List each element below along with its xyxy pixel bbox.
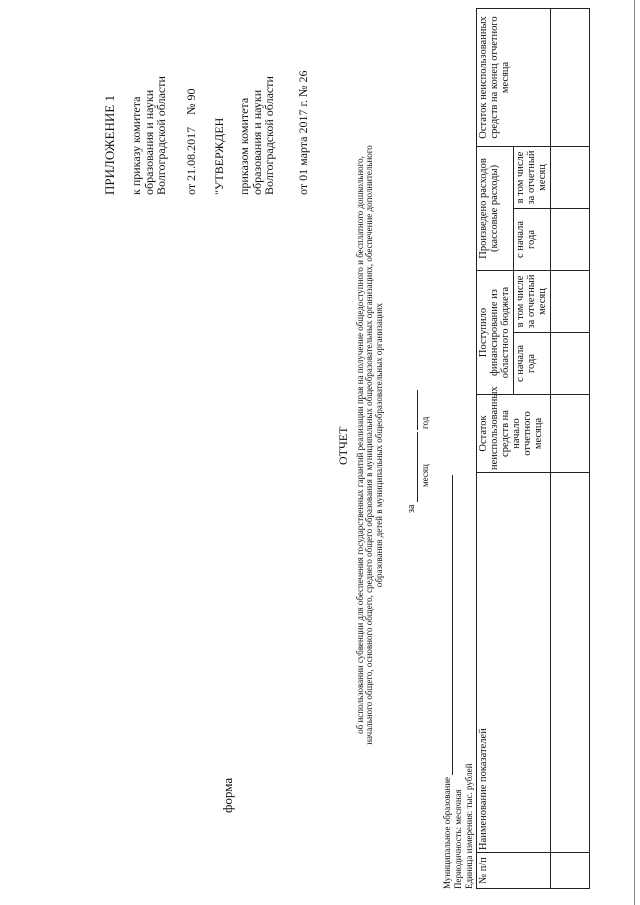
header-cell-num: № п/п [477,853,551,889]
to-order-line1: к приказу комитета [129,96,143,195]
approved-line1: приказом комитета [237,97,251,195]
subtitle-line1: об использовании субвенции для обеспечения государственных гарантий реализации прав на получение общедоступного и бесплатного дошкольного, [355,156,365,734]
period-line [406,390,418,513]
header-cell-spent: Произведено расходов (кассовые расходы) [477,146,514,270]
approved-date: от 01 марта 2017 г. № 26 [296,70,310,195]
approved-line3: Волгоградской области [262,76,277,195]
header-cell-balance-end: Остаток неиспользованных средств на конец отчетного месяца [477,8,551,146]
appendix-title: ПРИЛОЖЕНИЕ 1 [102,95,117,195]
order-date: от 21.08.2017 [184,126,198,195]
report-title: ОТЧЕТ [336,426,350,465]
to-order-line3: Волгоградской области [154,76,169,195]
subheader-spent-month: в том числе за отчетный месяц [514,146,551,208]
table-cell [551,333,590,395]
header-cell-received: Поступило финансирование из областного бюджета [477,270,514,394]
report-table [476,8,590,889]
approved-title: "УТВЕРЖДЕН [212,117,226,195]
period-month-caption: месяц [420,464,430,487]
header-cell-name: Наименование показателей [477,473,551,853]
form-label: форма [220,777,235,813]
municipality-label: Муниципальное образование [442,776,452,889]
approved-block [238,5,276,195]
table-cell [551,270,590,332]
subheader-spent-year: с начала года [514,208,551,270]
unit-line [464,764,474,889]
approved-line2: образования и науки [249,89,264,195]
table-cell [551,8,590,146]
table-row [551,8,590,888]
report-subtitle [356,0,384,895]
order-number: № 90 [184,88,198,115]
table-cell [551,853,590,889]
period-for: за [406,504,417,513]
table-cell [551,146,590,208]
unit-label: Единица измерения: тыс. рублей [464,763,474,889]
municipality-line [442,475,453,889]
order-date-line [184,88,199,195]
periodicity-line [453,789,463,889]
page-edge-line [634,0,635,905]
subheader-received-year: с начала года [514,333,551,395]
period-year-caption: год [420,416,430,429]
subtitle-line3: образования детей в муниципальных общеобразовательных организациях [373,302,384,588]
table-cell [551,473,590,853]
subheader-received-month: в том числе за отчетный месяц [514,270,551,332]
subtitle-line2: начального общего, основного общего, среднего общего образования в муниципальных общеобразовательных организациях, обеспечение дополнительного [364,145,375,745]
to-order-block [130,5,168,195]
table-cell [551,208,590,270]
header-cell-balance-start: Остаток неиспользованных средств на начало отчетного месяца [477,395,551,473]
periodicity-label: Периодичность: месячная [453,789,463,889]
to-order-line2: образования и науки [141,89,156,195]
table-cell [551,395,590,473]
table-header-row [477,8,514,888]
